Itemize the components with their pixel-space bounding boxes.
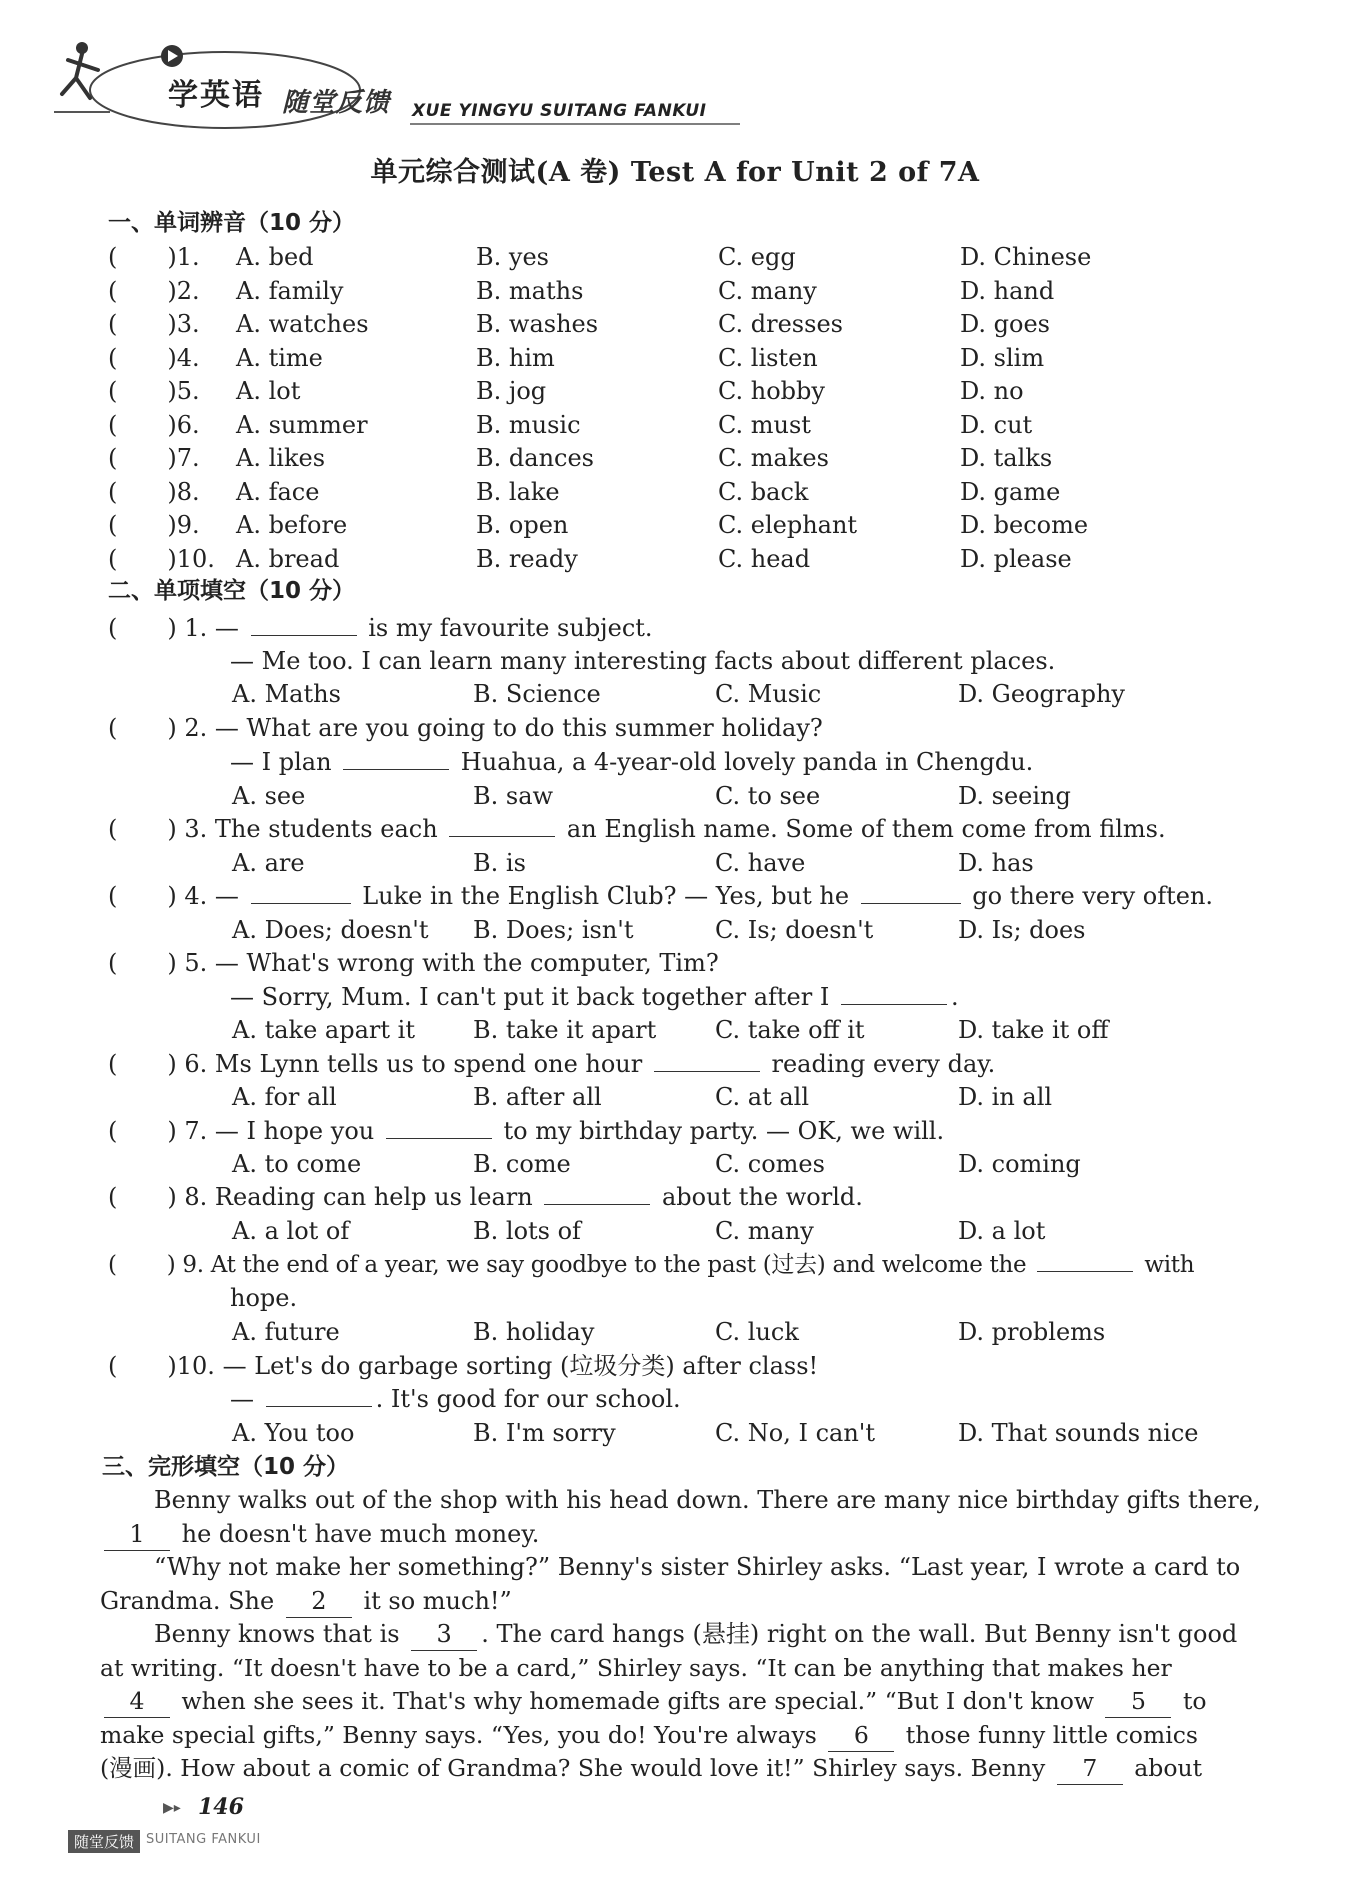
cloze-blank-4[interactable]: 4 [104,1685,170,1718]
option-c: C. head [718,544,811,573]
cloze-line-6: at writing. “It doesn't have to be a card,” Shirley says. “It can be anything that makes her [100,1654,1172,1682]
q2-line1: ( ) 2. — What are you going to do this summer holiday? [108,714,823,742]
option-b: B. open [476,511,569,539]
cloze-line-1: Benny walks out of the shop with his head down. There are many nice birthday gifts there, [154,1486,1261,1514]
option-a: A. family [236,276,344,305]
question-number: 2. [176,276,200,305]
q5-option-d: D. take it off [958,1016,1109,1044]
option-b: B. washes [476,310,599,338]
option-d: D. become [960,511,1089,539]
option-d: D. hand [960,276,1055,305]
option-a: A. watches [236,310,369,338]
q5-line2: — Sorry, Mum. I can't put it back together after I . [230,983,959,1011]
option-d: D. no [960,377,1024,405]
option-c: C. must [718,410,811,439]
option-a: A. lot [236,377,301,405]
option-d: D. goes [960,310,1050,338]
cloze-blank-2[interactable]: 2 [286,1585,352,1618]
q2-option-b: B. saw [473,782,554,810]
q7-option-a: A. to come [232,1150,362,1178]
option-a: A. face [236,477,320,506]
option-d: D. cut [960,410,1033,439]
q8-option-d: D. a lot [958,1217,1046,1245]
section1-heading: 一、单词辨音（10 分） [108,210,356,236]
option-c: C. egg [718,243,796,271]
q9-line2: hope. [230,1284,298,1312]
q9-blank[interactable] [1037,1249,1133,1272]
header-logo [50,20,750,130]
option-b: B. dances [476,444,594,472]
q4-option-d: D. Is; does [958,916,1086,944]
option-a: A. before [236,511,348,539]
q5-option-c: C. take off it [715,1016,865,1044]
q2-option-d: D. seeing [958,782,1071,810]
q7-option-d: D. coming [958,1150,1081,1178]
option-b: B. music [476,410,581,439]
question-number: 5. [176,377,200,405]
option-b: B. maths [476,276,584,305]
q4-blank-1[interactable] [251,881,351,904]
option-c: C. back [718,477,809,506]
cloze-line-2: 1 he doesn't have much money. [100,1518,539,1551]
option-a: A. bed [236,243,314,271]
q3-blank[interactable] [449,814,555,837]
cloze-blank-6[interactable]: 6 [828,1719,894,1752]
answer-bracket[interactable]: ( )5. [108,377,200,405]
option-a: A. bread [236,544,340,573]
answer-bracket[interactable]: ( )7. [108,444,200,472]
q4-option-a: A. Does; doesn't [232,916,429,944]
arrow-icon: ▶▸ [163,1800,181,1816]
q10-line1: ( )10. — Let's do garbage sorting (垃圾分类) after class! [108,1352,819,1380]
q10-line2: — . It's good for our school. [230,1385,681,1413]
option-b: B. lake [476,477,560,506]
footer-badge: 随堂反馈 [68,1830,140,1853]
option-c: C. hobby [718,377,825,405]
question-number: 8. [176,477,200,506]
section2-heading: 二、单项填空（10 分） [108,578,356,604]
option-b: B. yes [476,243,549,271]
q6-option-d: D. in all [958,1083,1053,1111]
q4-option-b: B. Does; isn't [473,916,634,944]
q5-line1: ( ) 5. — What's wrong with the computer, Tim? [108,949,719,977]
answer-bracket[interactable]: ( )10. [108,544,215,573]
answer-bracket[interactable]: ( )6. [108,410,200,439]
option-c: C. makes [718,444,829,472]
q10-option-c: C. No, I can't [715,1419,876,1447]
footer-brand: SUITANG FANKUI [146,1832,261,1847]
q9-option-b: B. holiday [473,1318,595,1346]
q8-option-b: B. lots of [473,1217,581,1245]
answer-bracket[interactable]: ( )9. [108,511,200,539]
q7-blank[interactable] [386,1116,492,1139]
question-number: 7. [176,444,200,472]
option-c: C. listen [718,343,818,372]
q6-option-c: C. at all [715,1083,810,1111]
q5-blank[interactable] [841,982,947,1005]
answer-bracket[interactable]: ( )1. [108,243,200,271]
question-number: 10. [176,544,215,573]
brand-cn-small: 随堂反馈 [282,88,391,118]
q8-line1: ( ) 8. Reading can help us learn about the world. [108,1183,863,1211]
q5-option-b: B. take it apart [473,1016,657,1044]
q1-option-b: B. Science [473,680,601,708]
q4-line1: ( ) 4. — Luke in the English Club? — Yes, but he go there very often. [108,882,1214,910]
q1-option-a: A. Maths [232,680,341,708]
cloze-blank-5[interactable]: 5 [1105,1685,1171,1718]
q10-option-d: D. That sounds nice [958,1419,1199,1447]
q1-line1: ( ) 1. — is my favourite subject. [108,614,653,642]
q10-option-b: B. I'm sorry [473,1419,616,1447]
answer-bracket[interactable]: ( )8. [108,477,200,506]
question-number: 1. [176,243,200,271]
q2-option-a: A. see [232,782,306,810]
q9-option-d: D. problems [958,1318,1106,1346]
cloze-blank-3[interactable]: 3 [411,1618,477,1651]
q3-option-c: C. have [715,849,806,877]
page-number: 146 [198,1794,244,1820]
q8-blank[interactable] [544,1182,650,1205]
q7-line1: ( ) 7. — I hope you to my birthday party. — OK, we will. [108,1117,945,1145]
q3-option-a: A. are [232,849,305,877]
q3-option-d: D. has [958,849,1034,877]
question-number: 3. [176,310,200,338]
option-b: B. him [476,343,555,372]
q9-option-c: C. luck [715,1318,799,1346]
question-number: 4. [176,343,200,372]
cloze-line-9: (漫画). How about a comic of Grandma? She would love it!” Shirley says. Benny 7 about [100,1752,1202,1785]
q6-blank[interactable] [654,1049,760,1072]
q10-option-a: A. You too [232,1419,355,1447]
option-c: C. elephant [718,511,858,539]
cloze-line-3: “Why not make her something?” Benny's sister Shirley asks. “Last year, I wrote a card to [154,1553,1241,1581]
option-a: A. time [236,343,323,372]
q1-line2: — Me too. I can learn many interesting facts about different places. [230,647,1056,675]
page-title: 单元综合测试(A 卷) Test A for Unit 2 of 7A [370,157,980,188]
option-d: D. Chinese [960,243,1092,271]
q9-line1: ( ) 9. At the end of a year, we say goodbye to the past (过去) and welcome the with [108,1249,1194,1281]
option-d: D. slim [960,343,1045,372]
q8-option-a: A. a lot of [232,1217,350,1245]
q1-blank[interactable] [251,613,357,636]
option-d: D. please [960,544,1072,573]
cloze-line-5: Benny knows that is 3 . The card hangs (悬挂) right on the wall. But Benny isn't good [154,1618,1237,1651]
q9-option-a: A. future [232,1318,340,1346]
brand-cn: 学英语 [168,78,264,113]
question-number: 9. [176,511,200,539]
q6-option-b: B. after all [473,1083,602,1111]
answer-bracket[interactable]: ( )3. [108,310,200,338]
brand-en: XUE YINGYU SUITANG FANKUI [412,101,707,121]
section3-heading: 三、完形填空（10 分） [102,1454,350,1480]
answer-bracket[interactable]: ( )2. [108,276,200,305]
cloze-line-8: make special gifts,” Benny says. “Yes, you do! You're always 6 those funny little comics [100,1719,1198,1752]
q2-line2: — I plan Huahua, a 4-year-old lovely panda in Chengdu. [230,748,1034,776]
option-c: C. many [718,276,817,305]
option-b: B. jog [476,377,547,405]
option-c: C. dresses [718,310,843,338]
q2-blank[interactable] [343,747,449,770]
q3-line1: ( ) 3. The students each an English name. Some of them come from films. [108,815,1166,843]
option-d: D. game [960,477,1061,506]
q4-blank-2[interactable] [861,881,961,904]
q7-option-c: C. comes [715,1150,825,1178]
footer [68,1790,368,1860]
question-number: 6. [176,410,200,439]
answer-bracket[interactable]: ( )4. [108,343,200,372]
q1-option-d: D. Geography [958,680,1125,708]
cloze-line-7: 4 when she sees it. That's why homemade gifts are special.” “But I don't know 5 to [100,1685,1207,1718]
q1-option-c: C. Music [715,680,822,708]
option-d: D. talks [960,444,1053,472]
q3-option-b: B. is [473,849,526,877]
q2-option-c: C. to see [715,782,821,810]
cloze-line-4: Grandma. She 2 it so much!” [100,1585,512,1618]
cloze-blank-1[interactable]: 1 [104,1518,170,1551]
q6-line1: ( ) 6. Ms Lynn tells us to spend one hour reading every day. [108,1050,996,1078]
q7-option-b: B. come [473,1150,571,1178]
q6-option-a: A. for all [232,1083,337,1111]
cloze-blank-7[interactable]: 7 [1057,1752,1123,1785]
option-a: A. summer [236,410,368,439]
q5-option-a: A. take apart it [232,1016,415,1044]
option-b: B. ready [476,544,578,573]
option-a: A. likes [236,444,326,472]
q8-option-c: C. many [715,1217,814,1245]
q10-blank[interactable] [266,1384,372,1407]
q4-option-c: C. Is; doesn't [715,916,874,944]
